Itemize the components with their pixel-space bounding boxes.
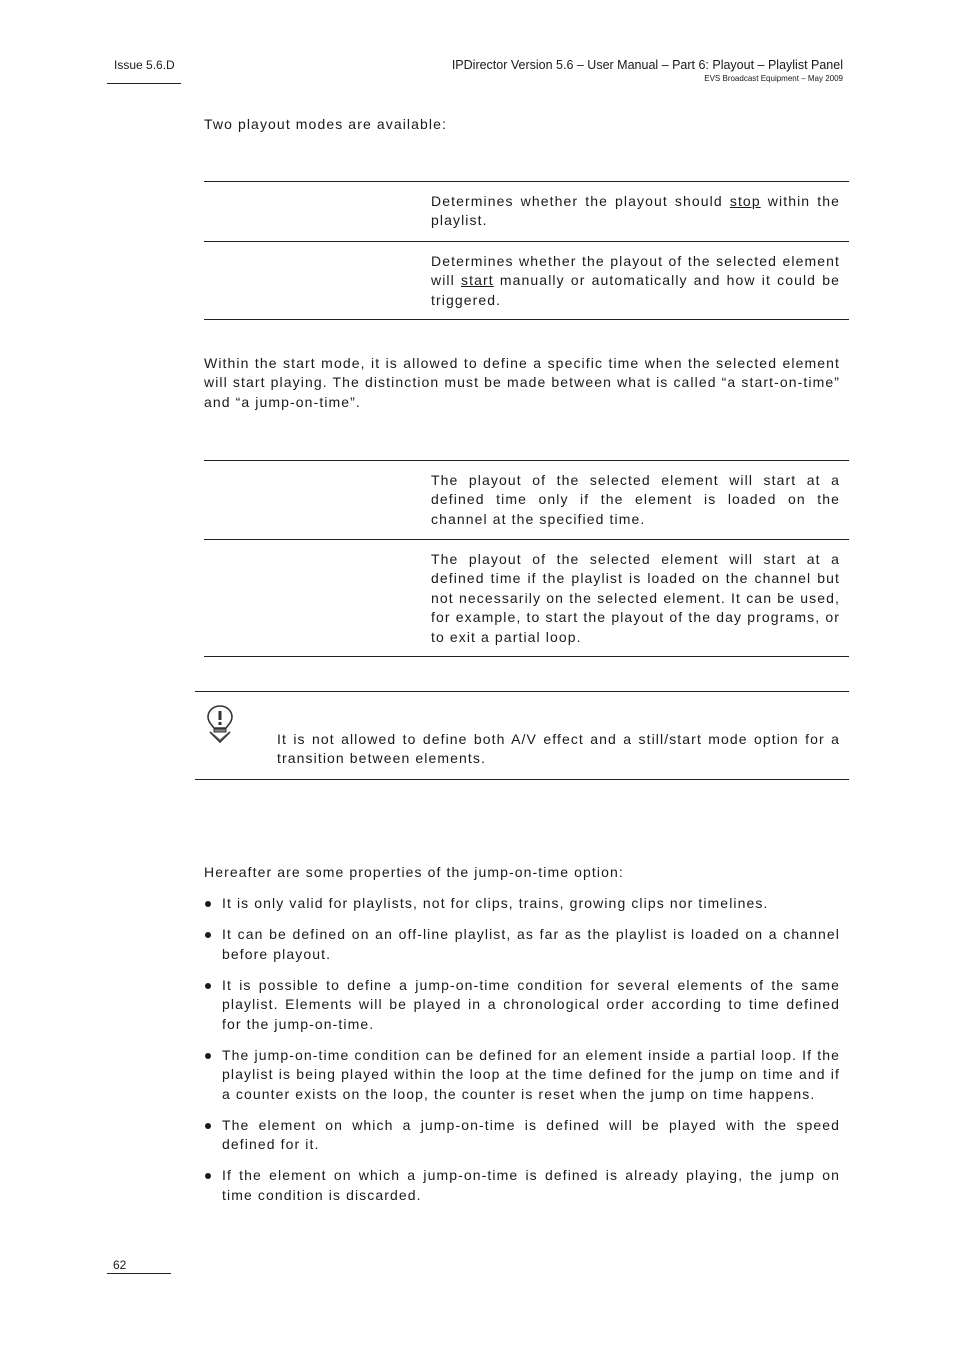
note-lightbulb-icon: [205, 704, 235, 744]
time-options-table: [204, 460, 849, 657]
properties-intro: Hereafter are some properties of the jump-on-time option:: [204, 864, 624, 880]
start-mode-paragraph: Within the start mode, it is allowed to define a specific time when the selected element will start playing. The distinction must be made between what is called “a start-on-time” and “a jump-on-time”.: [204, 355, 840, 410]
note-box: [195, 691, 849, 780]
table-row: [204, 461, 849, 540]
table-row: [204, 540, 849, 657]
list-item: If the element on which a jump-on-time is defined is already playing, the jump on time condition is discarded.: [204, 1166, 840, 1205]
properties-list: [204, 894, 840, 1217]
emphasis-start: start: [461, 272, 494, 289]
list-item: It is possible to define a jump-on-time condition for several elements of the same playlist. Elements will be played in a chronological order according to time defined for the jump-on-time.: [204, 976, 840, 1034]
bullet-icon: [205, 1173, 211, 1179]
table-row: [204, 242, 849, 320]
playout-modes-table: [204, 181, 849, 320]
row-description: The playout of the selected element will start at a defined time if the playlist is loaded on the channel but not necessarily on the selected element. It can be used, for example, to start the playout of the day programs, or to exit a partial loop.: [431, 551, 840, 645]
intro-paragraph: Two playout modes are available:: [204, 116, 447, 132]
footer-divider: [107, 1273, 171, 1274]
row-description: Determines whether the playout of the selected element will start manually or automatically and how it could be triggered.: [431, 253, 840, 308]
header-subtitle: EVS Broadcast Equipment – May 2009: [704, 74, 843, 83]
table-row: [204, 182, 849, 242]
list-item: It is only valid for playlists, not for clips, trains, growing clips nor timelines.: [204, 894, 840, 913]
row-description: Determines whether the playout should stop within the playlist.: [431, 193, 840, 229]
bullet-icon: [205, 983, 211, 989]
header-issue: Issue 5.6.D: [114, 58, 175, 72]
list-item: It can be defined on an off-line playlist, as far as the playlist is loaded on a channel before playout.: [204, 925, 840, 964]
page-number: 62: [113, 1258, 127, 1272]
bullet-icon: [205, 1053, 211, 1059]
bullet-icon: [205, 901, 211, 907]
row-description: The playout of the selected element will start at a defined time only if the element is loaded on the channel at the specified time.: [431, 472, 840, 527]
bullet-icon: [205, 1123, 211, 1129]
emphasis-stop: stop: [729, 193, 761, 209]
note-text: It is not allowed to define both A/V effect and a still/start mode option for a transition between elements.: [277, 731, 840, 767]
list-item: The jump-on-time condition can be defined for an element inside a partial loop. If the playlist is being played within the loop at the time defined for the jump on time and if a counter exists on the loop, the counter is reset when the jump on time happens.: [204, 1046, 840, 1104]
header-title: IPDirector Version 5.6 – User Manual – Part 6: Playout – Playlist Panel: [451, 58, 843, 72]
header-divider: [107, 83, 181, 84]
list-item: The element on which a jump-on-time is defined will be played with the speed defined for it.: [204, 1116, 840, 1155]
bullet-icon: [205, 932, 211, 938]
